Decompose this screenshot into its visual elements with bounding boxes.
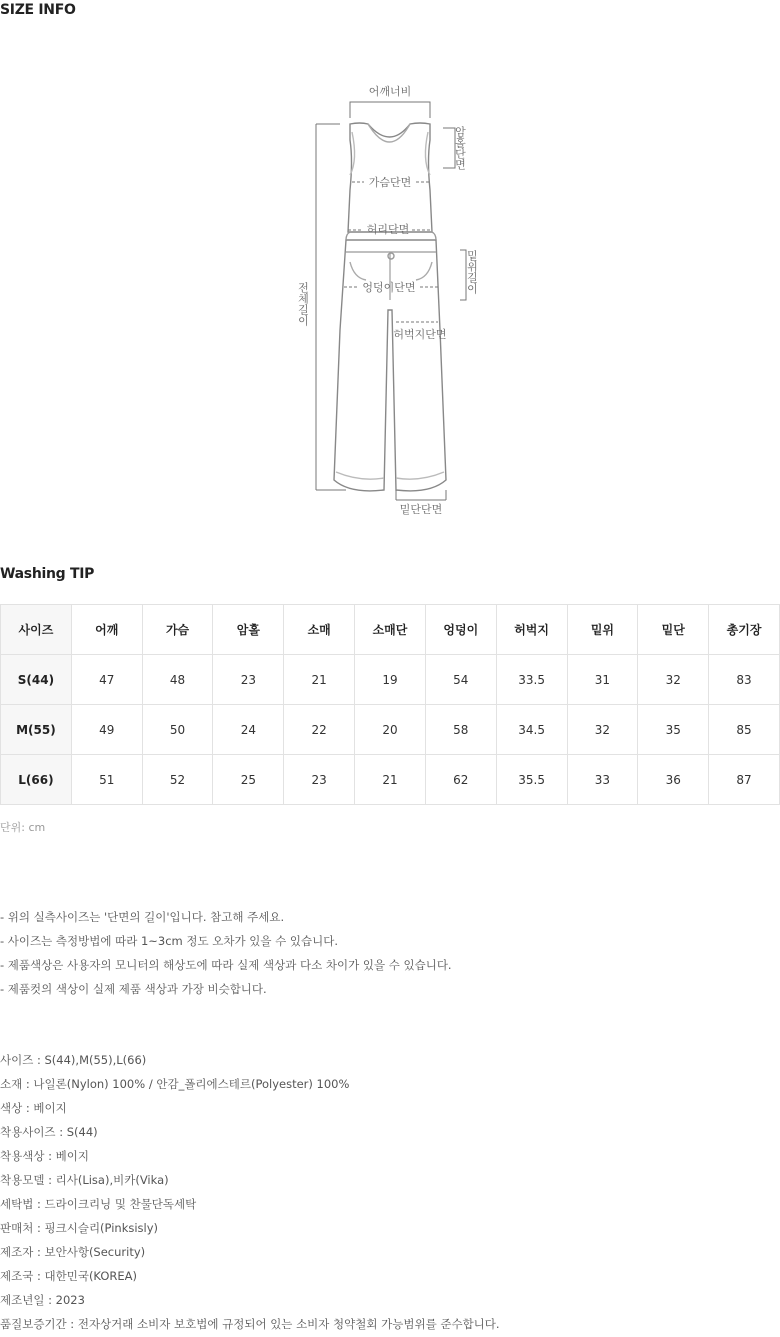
label-hip: 엉덩이단면 [362,281,416,294]
table-cell: 48 [142,655,213,705]
note-item: - 사이즈는 측정방법에 따라 1~3cm 정도 오차가 있을 수 있습니다. [0,934,339,948]
note-item: - 위의 실측사이즈는 '단면의 길이'입니다. 참고해 주세요. [0,910,285,924]
table-cell: 87 [709,755,780,805]
label-chest: 가슴단면 [368,176,412,189]
table-cell: 23 [213,655,284,705]
table-cell: 32 [567,705,638,755]
spec-item: 제조년일 : 2023 [0,1293,85,1307]
spec-item: 착용사이즈 : S(44) [0,1125,98,1139]
header-thigh: 허벅지 [496,605,567,655]
table-cell: 85 [709,705,780,755]
note-item: - 제품컷의 색상이 실제 제품 색상과 가장 비슷합니다. [0,982,267,996]
header-hem: 밑단 [638,605,709,655]
label-shoulder: 어깨너비 [368,85,412,98]
spec-item: 제조자 : 보안사항(Security) [0,1245,146,1259]
table-cell: 25 [213,755,284,805]
table-cell: 19 [355,655,426,705]
header-sleeve: 소매 [284,605,355,655]
spec-item: 사이즈 : S(44),M(55),L(66) [0,1053,147,1067]
table-cell: L(66) [1,755,72,805]
table-cell: 62 [425,755,496,805]
table-cell: 52 [142,755,213,805]
table-cell: 54 [425,655,496,705]
table-cell: 47 [71,655,142,705]
header-cuff: 소매단 [355,605,426,655]
header-armhole: 암홀 [213,605,284,655]
table-row [1,755,780,805]
header-shoulder: 어깨 [71,605,142,655]
table-cell: 35.5 [496,755,567,805]
spec-item: 판매처 : 핑크시슬리(Pinksisly) [0,1221,159,1235]
unit-label: 단위: cm [0,821,46,834]
table-cell: 24 [213,705,284,755]
notes-list [0,905,452,1001]
header-total-length: 총기장 [709,605,780,655]
table-cell: 58 [425,705,496,755]
spec-item: 소재 : 나일론(Nylon) 100% / 안감_폴리에스테르(Polyester) 100% [0,1077,350,1091]
table-cell: 33 [567,755,638,805]
spec-item: 착용색상 : 베이지 [0,1149,89,1163]
table-row [1,705,780,755]
table-cell: 33.5 [496,655,567,705]
table-cell: M(55) [1,705,72,755]
label-waist: 허리단면 [366,223,410,236]
header-size: 사이즈 [1,605,72,655]
table-cell: 21 [284,655,355,705]
table-cell: 32 [638,655,709,705]
table-cell: 31 [567,655,638,705]
spec-list [0,1048,500,1336]
spec-item: 색상 : 베이지 [0,1101,67,1115]
label-rise: 밑위길이 [465,250,479,294]
header-rise: 밑위 [567,605,638,655]
table-cell: 22 [284,705,355,755]
note-item: - 제품색상은 사용자의 모니터의 해상도에 따라 실제 색상과 다소 차이가 있을 수 있습니다. [0,958,452,972]
size-diagram [0,70,780,530]
header-chest: 가슴 [142,605,213,655]
label-hem: 밑단단면 [399,503,443,516]
table-cell: 50 [142,705,213,755]
header-hip: 엉덩이 [425,605,496,655]
spec-item: 품질보증기간 : 전자상거래 소비자 보호법에 규정되어 있는 소비자 청약철회 가능범위를 준수합니다. [0,1317,500,1331]
table-cell: 35 [638,705,709,755]
table-cell: 23 [284,755,355,805]
spec-item: 세탁법 : 드라이크리닝 및 찬물단독세탁 [0,1197,197,1211]
label-total-length: 전체길이 [296,282,310,326]
table-cell: 51 [71,755,142,805]
table-cell: 21 [355,755,426,805]
size-info-title: SIZE INFO [0,2,76,18]
label-armhole: 암홀단면 [453,126,467,170]
table-row [1,655,780,705]
size-table [0,604,780,805]
table-cell: 49 [71,705,142,755]
spec-item: 제조국 : 대한민국(KOREA) [0,1269,138,1283]
spec-item: 착용모델 : 리사(Lisa),비카(Vika) [0,1173,169,1187]
table-cell: 83 [709,655,780,705]
label-thigh: 허벅지단면 [393,328,447,341]
table-cell: 20 [355,705,426,755]
table-cell: S(44) [1,655,72,705]
table-cell: 36 [638,755,709,805]
table-header-row [1,605,780,655]
washing-tip-title: Washing TIP [0,566,95,582]
table-cell: 34.5 [496,705,567,755]
